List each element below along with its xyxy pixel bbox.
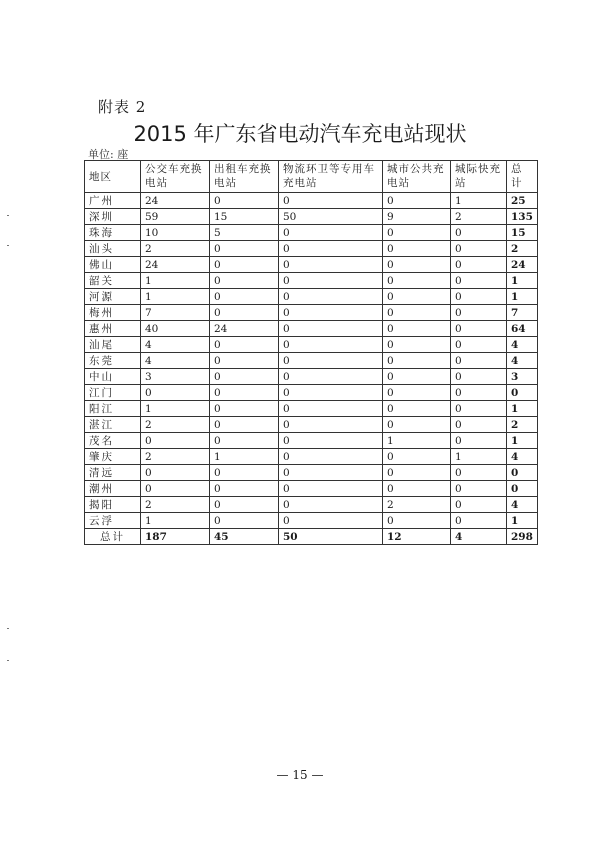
cell-special: 0 (279, 321, 383, 337)
cell-region: 阳江 (85, 401, 141, 417)
cell-region: 汕尾 (85, 337, 141, 353)
cell-bus: 2 (141, 449, 210, 465)
table-row (85, 321, 538, 337)
cell-taxi: 5 (210, 225, 279, 241)
cell-public: 1 (383, 433, 451, 449)
cell-intercity: 0 (451, 273, 507, 289)
cell-intercity: 0 (451, 225, 507, 241)
cell-special: 0 (279, 289, 383, 305)
cell-total: 25 (507, 193, 538, 209)
column-header-region: 地区 (85, 161, 141, 193)
column-header-intercity: 城际快充站 (451, 161, 507, 193)
cell-region: 汕头 (85, 241, 141, 257)
cell-bus: 2 (141, 417, 210, 433)
cell-special: 0 (279, 497, 383, 513)
cell-public: 0 (383, 449, 451, 465)
cell-special: 50 (279, 529, 383, 545)
cell-bus: 187 (141, 529, 210, 545)
column-header-taxi: 出租车充换电站 (210, 161, 279, 193)
cell-special: 0 (279, 225, 383, 241)
cell-special: 0 (279, 353, 383, 369)
cell-public: 0 (383, 289, 451, 305)
cell-intercity: 0 (451, 481, 507, 497)
table-row (85, 465, 538, 481)
cell-intercity: 0 (451, 353, 507, 369)
table-row (85, 433, 538, 449)
unit-label: 单位: 座 (88, 148, 129, 161)
cell-public: 0 (383, 273, 451, 289)
cell-intercity: 0 (451, 257, 507, 273)
cell-intercity: 0 (451, 497, 507, 513)
table-row (85, 401, 538, 417)
cell-public: 0 (383, 513, 451, 529)
cell-region: 清远 (85, 465, 141, 481)
cell-region: 河源 (85, 289, 141, 305)
cell-taxi: 0 (210, 465, 279, 481)
cell-intercity: 0 (451, 401, 507, 417)
cell-intercity: 0 (451, 513, 507, 529)
cell-region: 揭阳 (85, 497, 141, 513)
cell-intercity: 0 (451, 305, 507, 321)
cell-public: 0 (383, 369, 451, 385)
cell-bus: 24 (141, 193, 210, 209)
cell-public: 0 (383, 193, 451, 209)
cell-taxi: 0 (210, 273, 279, 289)
cell-taxi: 0 (210, 385, 279, 401)
cell-public: 0 (383, 305, 451, 321)
cell-public: 0 (383, 417, 451, 433)
cell-special: 0 (279, 465, 383, 481)
cell-bus: 1 (141, 513, 210, 529)
cell-region: 肇庆 (85, 449, 141, 465)
cell-public: 0 (383, 241, 451, 257)
cell-total: 3 (507, 369, 538, 385)
scan-speck (7, 245, 9, 246)
cell-intercity: 0 (451, 417, 507, 433)
cell-public: 0 (383, 337, 451, 353)
cell-taxi: 0 (210, 305, 279, 321)
scan-speck (7, 660, 9, 661)
cell-public: 12 (383, 529, 451, 545)
cell-bus: 0 (141, 465, 210, 481)
cell-taxi: 0 (210, 401, 279, 417)
page-title: 2015 年广东省电动汽车充电站现状 (133, 122, 467, 146)
table-row (85, 289, 538, 305)
cell-taxi: 0 (210, 369, 279, 385)
table-row (85, 353, 538, 369)
cell-region: 中山 (85, 369, 141, 385)
cell-taxi: 15 (210, 209, 279, 225)
cell-region: 梅州 (85, 305, 141, 321)
cell-region: 韶关 (85, 273, 141, 289)
column-header-public: 城市公共充电站 (383, 161, 451, 193)
cell-special: 0 (279, 369, 383, 385)
cell-public: 0 (383, 353, 451, 369)
cell-special: 0 (279, 449, 383, 465)
cell-taxi: 0 (210, 289, 279, 305)
cell-intercity: 0 (451, 321, 507, 337)
table-row (85, 337, 538, 353)
cell-public: 0 (383, 401, 451, 417)
table-row (85, 369, 538, 385)
cell-bus: 0 (141, 433, 210, 449)
cell-intercity: 2 (451, 209, 507, 225)
table-row (85, 417, 538, 433)
cell-taxi: 0 (210, 241, 279, 257)
table-row (85, 193, 538, 209)
cell-total: 0 (507, 385, 538, 401)
cell-region: 深圳 (85, 209, 141, 225)
charging-stations-table (84, 160, 538, 545)
cell-taxi: 24 (210, 321, 279, 337)
cell-public: 0 (383, 321, 451, 337)
cell-bus: 2 (141, 241, 210, 257)
page-number: — 15 — (276, 768, 324, 782)
column-header-bus: 公交车充换电站 (141, 161, 210, 193)
cell-total: 1 (507, 289, 538, 305)
cell-bus: 59 (141, 209, 210, 225)
cell-special: 0 (279, 481, 383, 497)
table-row (85, 481, 538, 497)
cell-bus: 0 (141, 385, 210, 401)
table-body (85, 193, 538, 545)
cell-bus: 1 (141, 273, 210, 289)
cell-special: 0 (279, 273, 383, 289)
cell-total: 2 (507, 241, 538, 257)
cell-total: 7 (507, 305, 538, 321)
cell-taxi: 0 (210, 353, 279, 369)
cell-intercity: 0 (451, 433, 507, 449)
cell-taxi: 0 (210, 193, 279, 209)
cell-intercity: 0 (451, 289, 507, 305)
cell-taxi: 0 (210, 433, 279, 449)
cell-intercity: 0 (451, 465, 507, 481)
cell-region: 珠海 (85, 225, 141, 241)
cell-intercity: 4 (451, 529, 507, 545)
cell-total: 1 (507, 273, 538, 289)
cell-taxi: 0 (210, 481, 279, 497)
cell-total: 0 (507, 481, 538, 497)
cell-special: 0 (279, 385, 383, 401)
cell-intercity: 0 (451, 241, 507, 257)
cell-public: 0 (383, 225, 451, 241)
table-total-row (85, 529, 538, 545)
cell-bus: 1 (141, 289, 210, 305)
cell-taxi: 0 (210, 337, 279, 353)
cell-region: 广州 (85, 193, 141, 209)
cell-total: 2 (507, 417, 538, 433)
cell-total: 1 (507, 401, 538, 417)
cell-special: 50 (279, 209, 383, 225)
table-row (85, 273, 538, 289)
cell-total: 0 (507, 465, 538, 481)
cell-taxi: 0 (210, 417, 279, 433)
table-header-row (85, 161, 538, 193)
cell-total: 64 (507, 321, 538, 337)
cell-special: 0 (279, 193, 383, 209)
cell-intercity: 1 (451, 449, 507, 465)
cell-bus: 24 (141, 257, 210, 273)
cell-special: 0 (279, 513, 383, 529)
cell-total: 15 (507, 225, 538, 241)
cell-public: 2 (383, 497, 451, 513)
cell-region: 总计 (85, 529, 141, 545)
column-header-special: 物流环卫等专用车充电站 (279, 161, 383, 193)
table-row (85, 513, 538, 529)
cell-taxi: 45 (210, 529, 279, 545)
table-row (85, 449, 538, 465)
cell-special: 0 (279, 417, 383, 433)
cell-public: 0 (383, 481, 451, 497)
cell-region: 东莞 (85, 353, 141, 369)
cell-special: 0 (279, 337, 383, 353)
cell-special: 0 (279, 257, 383, 273)
cell-bus: 1 (141, 401, 210, 417)
cell-bus: 40 (141, 321, 210, 337)
cell-taxi: 0 (210, 513, 279, 529)
table-row (85, 497, 538, 513)
cell-bus: 2 (141, 497, 210, 513)
cell-intercity: 1 (451, 193, 507, 209)
cell-special: 0 (279, 305, 383, 321)
cell-total: 135 (507, 209, 538, 225)
cell-taxi: 0 (210, 257, 279, 273)
column-header-total: 总计 (507, 161, 538, 193)
cell-intercity: 0 (451, 337, 507, 353)
cell-intercity: 0 (451, 385, 507, 401)
cell-special: 0 (279, 433, 383, 449)
cell-bus: 3 (141, 369, 210, 385)
cell-bus: 4 (141, 353, 210, 369)
cell-total: 298 (507, 529, 538, 545)
cell-region: 云浮 (85, 513, 141, 529)
appendix-label: 附表 2 (98, 98, 147, 116)
scan-speck (7, 628, 9, 629)
cell-region: 惠州 (85, 321, 141, 337)
table-row (85, 209, 538, 225)
cell-taxi: 0 (210, 497, 279, 513)
cell-special: 0 (279, 241, 383, 257)
cell-special: 0 (279, 401, 383, 417)
cell-total: 4 (507, 337, 538, 353)
cell-bus: 0 (141, 481, 210, 497)
cell-total: 4 (507, 497, 538, 513)
cell-public: 0 (383, 257, 451, 273)
cell-bus: 4 (141, 337, 210, 353)
cell-total: 1 (507, 513, 538, 529)
table-row (85, 385, 538, 401)
cell-bus: 10 (141, 225, 210, 241)
table-row (85, 241, 538, 257)
cell-region: 湛江 (85, 417, 141, 433)
table-row (85, 305, 538, 321)
cell-total: 24 (507, 257, 538, 273)
cell-region: 潮州 (85, 481, 141, 497)
cell-total: 1 (507, 433, 538, 449)
cell-region: 江门 (85, 385, 141, 401)
cell-bus: 7 (141, 305, 210, 321)
scan-speck (7, 215, 9, 216)
cell-public: 0 (383, 385, 451, 401)
cell-total: 4 (507, 449, 538, 465)
table-row (85, 257, 538, 273)
cell-total: 4 (507, 353, 538, 369)
cell-public: 9 (383, 209, 451, 225)
table-row (85, 225, 538, 241)
cell-intercity: 0 (451, 369, 507, 385)
cell-taxi: 1 (210, 449, 279, 465)
cell-region: 佛山 (85, 257, 141, 273)
cell-public: 0 (383, 465, 451, 481)
cell-region: 茂名 (85, 433, 141, 449)
